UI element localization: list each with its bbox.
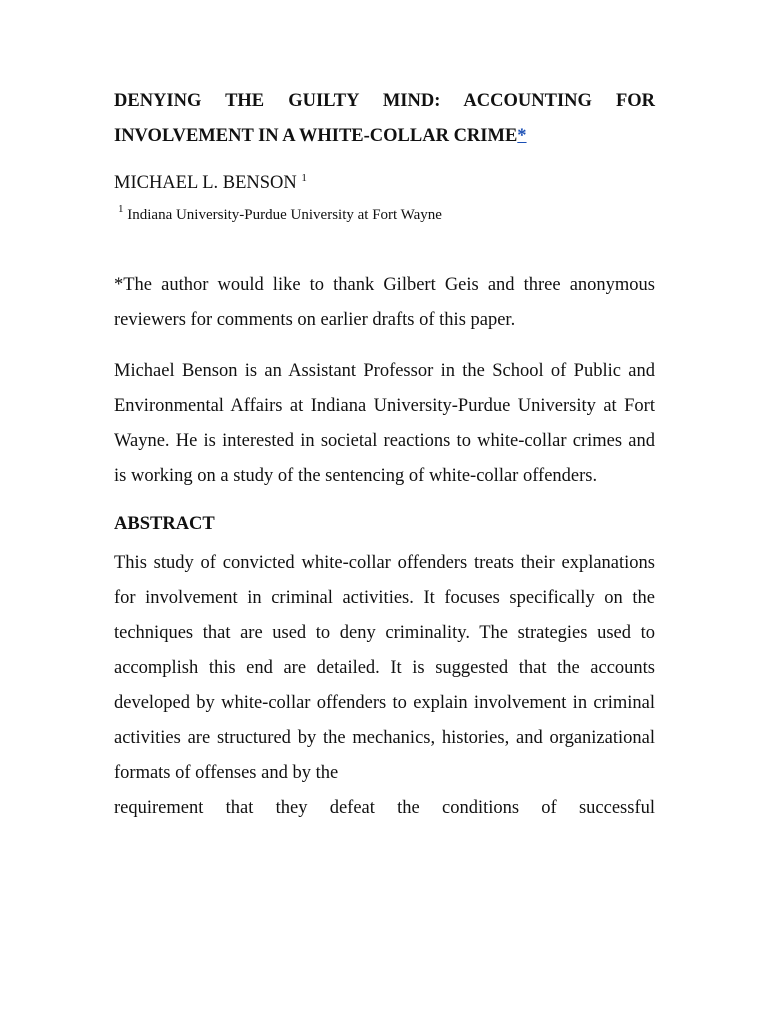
author-superscript: 1 (301, 172, 307, 184)
affiliation-superscript: 1 (118, 203, 124, 215)
abstract-body (114, 546, 655, 826)
abstract-last-line: requirement that they defeat the conditions of successful (114, 798, 655, 818)
affiliation-line (118, 204, 655, 226)
acknowledgement-note: *The author would like to thank Gilbert Geis and three anonymous reviewers for comments on earlier drafts of this paper. (114, 275, 655, 330)
title-line-1: DENYING THE GUILTY MIND: ACCOUNTING FOR (114, 91, 655, 111)
author-name: MICHAEL L. BENSON (114, 173, 297, 193)
paper-title (114, 84, 655, 154)
abstract-heading: ABSTRACT (114, 514, 215, 534)
abstract-text: This study of convicted white-collar offenders treats their explanations for involvement in criminal activities. It focuses specifically on the techniques that are used to deny criminality. The strategies used to accomplish this end are detailed. It is suggested that the accounts developed by white-collar offenders to explain involvement in criminal activities are structured by the mechanics, histories, and organizational formats of offenses and by the (114, 553, 655, 783)
affiliation-text: Indiana University-Purdue University at Fort Wayne (127, 207, 442, 223)
document-page (114, 84, 655, 826)
author-bio: Michael Benson is an Assistant Professor in the School of Public and Environmental Affairs at Indiana University-Purdue University at Fort Wayne. He is interested in societal reactions to white-collar crimes and is working on a study of the sentencing of white-collar offenders. (114, 361, 655, 486)
author-line (114, 170, 655, 196)
title-line-2: INVOLVEMENT IN A WHITE-COLLAR CRIME (114, 126, 518, 146)
title-footnote-link[interactable]: * (517, 126, 527, 146)
